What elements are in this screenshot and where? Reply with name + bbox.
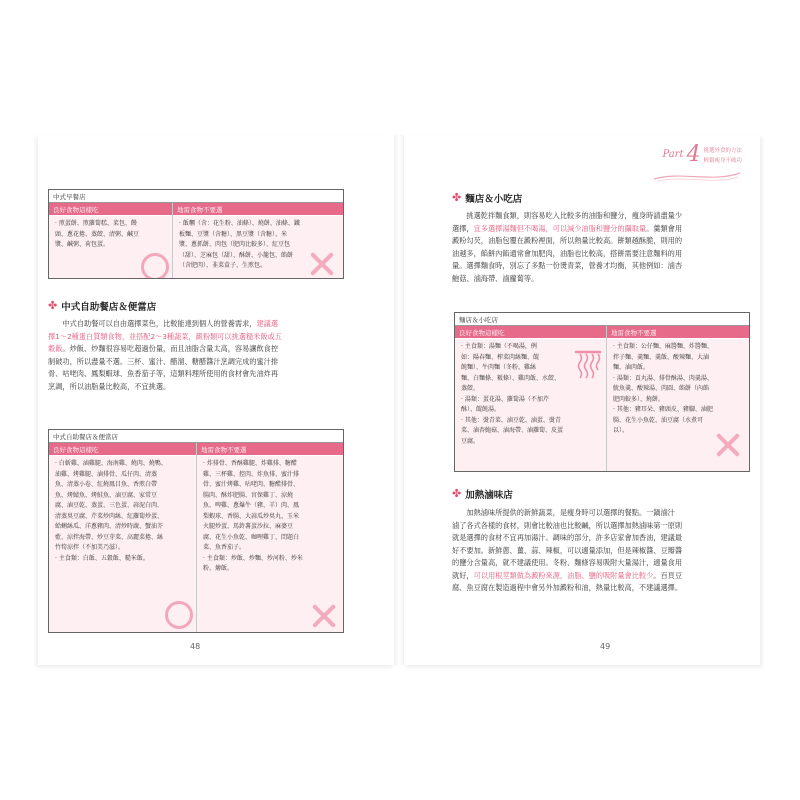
book-gutter [394, 135, 404, 665]
bad-food-list [173, 216, 343, 272]
highlighted-text: 可以用根莖類做為澱粉來源，油脂、鹽的吸附量會比較少 [473, 570, 654, 580]
good-food-header: 良好食物這樣吃 [49, 203, 172, 216]
text-run: 加熱滷味所提供的新鮮蔬菜，是瘦身時可以選擇的餐點。一鍋滷汁 [452, 508, 675, 517]
food-item-line: 豆腐。 [461, 437, 480, 445]
paragraph-line [452, 273, 752, 286]
good-food-header: 良好食物這樣吃 [455, 326, 606, 339]
text-run: 滷了各式各樣的食材，則會比較油也比較鹹，所以選擇加熱滷味第一原則 [452, 520, 683, 530]
food-item-line: ‧ 主食類：炒飯、炒麵、炒河粉、炒米 [203, 554, 303, 562]
food-item-line: 蛤蜊絲瓜、洋蔥豬肉、清炒時蔬、蟹油芥 [55, 523, 164, 530]
circle-ok-icon [141, 253, 169, 278]
food-item-line: 麵、白麵條、粄條）、雞肉飯、水餃、 [461, 374, 561, 382]
food-item-line: ‧ 煎蛋餅、煎蘿蔔糕、菜包、饅 [55, 220, 137, 227]
left-page [38, 135, 394, 665]
page-number: 49 [600, 642, 611, 651]
part-subtitle-1: 挑選外食的方法 [703, 148, 742, 154]
food-item-line: ‧ 湯類：貢丸湯、排骨酥湯、肉羹湯、 [613, 374, 713, 382]
paragraph-line [452, 210, 752, 223]
food-item-line: ‧ 其他：燙青菜、滷豆乾、滷蛋、燙青 [461, 416, 561, 424]
bad-food-header: 地雷食物不要選 [197, 443, 343, 456]
text-run: 鮑菇、滷海帶、滷蘿蔔等。 [452, 273, 539, 283]
text-run: 制破功，所以盡量不選。三杯、蜜汁、醋溜、糖醋醬汁烹調完成的蜜汁排 [48, 356, 279, 366]
food-item-line: 雞、三杯雞、控肉、炸魚排、蜜汁排 [203, 470, 300, 478]
clover-icon: ✤ [452, 487, 462, 500]
bad-food-column [607, 326, 749, 471]
food-item-line: ‧ 其他：豬耳朵、豬頭皮、豬腳、滷肥 [613, 406, 713, 413]
paragraph-line [48, 356, 348, 369]
text-run: 。羹類會用 [646, 223, 683, 233]
text-run: 就是選擇的食材不宜再加湯汁。調味的部分，許多店家會加香油，建議最 [452, 533, 683, 542]
box-title: 中式自助餐店＆便當店 [49, 430, 343, 443]
section-paragraph [452, 507, 752, 595]
paragraph-line [48, 343, 348, 356]
highlighted-text: 宜多選擇湯麵但不喝湯，可以減少油脂和鹽分的攝取量 [473, 223, 647, 233]
good-food-column [49, 443, 197, 632]
food-item-line: 漿、蔥抓餅、肉包（肥肉比較多）、紅豆包 [179, 241, 291, 248]
food-item-line: 魷魚羹、酸辣湯、肉圓、餡餅（內餡 [613, 385, 710, 392]
good-food-list [455, 339, 606, 447]
paragraph-line [452, 582, 752, 595]
good-food-column [49, 203, 173, 278]
text-run: 選擇， [452, 223, 474, 233]
text-run: 的鹽分含量高，就不建議使用。冬粉、麵條容易吸附大量湯汁，適量食用 [452, 558, 683, 567]
good-food-list [49, 456, 196, 564]
food-item-line: 骨、蜜汁烤雞、咕咾肉、糖醋排骨、 [203, 481, 300, 488]
food-item-line: 漿、鹹粥、荷包蛋。 [55, 241, 110, 248]
noodle-shop-box [454, 312, 750, 472]
paragraph-line [48, 331, 348, 344]
text-run: 就好， [452, 570, 474, 580]
part-subtitle-2: 輕鬆瘦身不破功 [703, 158, 742, 164]
food-item-line: 粉、燴飯。 [203, 565, 234, 572]
food-item-line: 梨蝦球、香腸、大蒜瓜炒臭丸、玉米 [203, 512, 300, 520]
bad-food-list [197, 456, 343, 575]
food-item-line: ‧ 飯糰（含：花生粉、油條）、燒餅、油條、鐵 [179, 220, 300, 227]
food-item-line: 菜、滷杏鮑菇、滷海帶、滷蘿蔔、皮蛋 [461, 427, 564, 434]
food-item-line: 如：陽春麵、榨菜肉絲麵、餛 [461, 353, 540, 361]
bad-food-column [173, 203, 343, 278]
food-item-line: 火腿炒蛋、馬鈴薯蛋沙拉、麻婆豆 [203, 523, 294, 530]
food-item-line: 麵、滷肉飯。 [613, 364, 650, 371]
food-item-line: 藍、涼拌海帶、炒豆芽菜、高麗菜捲、絲 [55, 533, 164, 541]
section-heading: ✤ 加熱滷味店 [452, 487, 513, 501]
highlighted-text: 建議選 [256, 319, 279, 328]
text-run: 挑選乾拌麵食類，則容易吃入比較多的油脂和鹽分，瘦身時請盡量少 [452, 211, 683, 220]
food-item-line: 板麵、豆漿（含糖）、黑豆漿（含糖）、米 [179, 230, 288, 238]
food-item-line: 魚、烤鯖魚、烤鮭魚、滷豆腐、家常豆 [55, 491, 158, 499]
swoosh-ornament [652, 169, 742, 183]
box-title: 中式早餐店 [49, 190, 343, 203]
food-item-line: （含肥肉）、韭菜盒子、生煎包。 [179, 262, 267, 269]
food-item-line: （甜）、芝麻包（甜）、酥餅、小籠包、餡餅 [179, 251, 294, 259]
food-item-line: 腐、滷豆乾、蒸蛋、三色蛋、蒜泥白肉、 [55, 502, 164, 509]
paragraph-line [452, 520, 752, 533]
paragraph-line [48, 368, 348, 381]
food-item-line: ‧ 主食類：白飯、五穀飯、糙米飯。 [55, 554, 149, 562]
food-item-line: 酥）、餛飩湯。 [461, 406, 501, 413]
text-run: 油越多，餡餅內餡通常會加肥肉，油脂也比較高，搭餅需要注意麵料的用 [452, 248, 683, 258]
paragraph-line [48, 381, 348, 394]
section-heading: ✤ 中式自助餐店＆便當店 [48, 299, 157, 313]
food-item-line: 飩麵）、牛肉麵（冬粉、雞絲 [461, 364, 537, 371]
food-item-line: 拌子麵、羹麵、羹飯、酸辣麵、大滷 [613, 353, 710, 361]
food-item-line: ‧ 主食類：公仔麵、麻醬麵、炸醬麵、 [613, 343, 713, 350]
text-run: 量。選擇麵食時，別忘了多點一份燙青菜，營養才均衡，其他例如：滷杏 [452, 261, 683, 270]
text-run: 骨、咕咾肉、鳳梨蝦球、魚香茄子等，這類料理所使用的食材會先油炸再 [48, 369, 279, 378]
highlighted-text: 擇1～2種蛋白質類食物，並搭配2～3種蔬菜，澱粉類可以挑選糙米飯或五 [48, 331, 282, 341]
text-run: 烹調，所以油脂量比較高，不宜挑選。 [48, 381, 171, 391]
paragraph-line [452, 223, 752, 236]
food-item-line: ‧ 炸排骨、香酥雞腿、炸雞排、糖醋 [203, 460, 297, 467]
food-item-line: 肥肉較多）、燒餅。 [613, 395, 665, 403]
bad-food-column [197, 443, 343, 632]
food-item-line: 以）。 [613, 427, 629, 434]
paragraph-line [452, 235, 752, 248]
box-title: 麵店＆小吃店 [455, 313, 749, 326]
paragraph-line [452, 570, 752, 583]
food-item-line: ‧ 白斬雞、滷雞腿、海南雞、燒肉、燒鴨、 [55, 460, 167, 467]
breakfast-shop-box [48, 189, 344, 279]
part-label: Part [662, 149, 684, 160]
food-item-line: ‧ 湯類：蛋花湯、蘿蔔湯（不加芹 [461, 395, 549, 403]
paragraph-line [452, 545, 752, 558]
cross-no-icon [311, 603, 337, 629]
good-food-column [455, 326, 607, 471]
food-item-line: 清蒸臭豆腐、芹菜炒肉絲、紅蘿蔔炒蛋、 [55, 512, 164, 520]
paragraph-line [452, 507, 752, 520]
buffet-bento-box [48, 429, 344, 633]
text-run: 。炒飯、炒麵很容易吃超過份量，而且油脂含量太高，容易讓飲食控 [62, 344, 279, 353]
food-item-line: 腐、花生小魚乾、咖哩雞丁、問題白 [203, 533, 300, 541]
paragraph-line [452, 248, 752, 261]
food-item-line: 腸肉、酥炸肥腸、宮保雞丁、涼燒 [203, 491, 294, 499]
text-run: 。百頁豆 [653, 570, 683, 580]
good-food-header: 良好食物這樣吃 [49, 443, 196, 456]
text-run: 中式自助餐可以自由選擇菜色，比較能達到個人的營養需求， [48, 319, 257, 328]
food-item-line: 魚、清蒸小卷、紅燒鳳目魚、香煎白帶 [55, 481, 158, 488]
section-heading: ✤ 麵店＆小吃店 [452, 191, 523, 205]
paragraph-line [452, 260, 752, 273]
food-item-line: 菜、魚香茄子。 [203, 544, 246, 551]
bad-food-header: 地雷食物不要選 [607, 326, 749, 339]
food-item-line: 魚、啤雞、蔥爆牛（豬、羊）肉、鳳 [203, 502, 300, 509]
right-page [404, 135, 760, 665]
food-item-line: 蒸餃。 [461, 385, 480, 392]
circle-ok-icon [165, 601, 193, 629]
section-paragraph [452, 210, 752, 285]
text-run: 腐、魚豆腐在製造過程中會另外加澱粉和油，熱量比較高，不建議選擇。 [452, 583, 683, 592]
food-item-line: 油雞、烤雞腿、滷排骨、瓜仔肉、清蒸 [55, 470, 158, 478]
page-number: 48 [190, 642, 201, 651]
paragraph-line [452, 557, 752, 570]
part-number: 4 [686, 142, 701, 167]
section-paragraph [48, 318, 348, 393]
text-run: 好不要加。新鮮蔥、薑、蒜、辣椒，可以適量添加，但是辣椒醬、豆瓣醬 [452, 545, 683, 555]
food-item-line: 腸、花生小魚乾、油豆腐（水煮可 [613, 416, 704, 424]
food-item-line: ‧ 主食類：湯麵（不喝湯，例 [461, 343, 537, 350]
clover-icon: ✤ [48, 299, 58, 312]
good-food-list [49, 216, 172, 251]
food-item-line: 頭、蔥花捲、蒸餃、清粥、鹹豆 [55, 230, 140, 238]
clover-icon: ✤ [452, 191, 462, 204]
text-run: 澱粉勾芡，油脂包覆在澱粉裡面，所以熱量比較高。餅類越酥脆，則用的 [452, 236, 683, 245]
paragraph-line [452, 532, 752, 545]
paragraph-line [48, 318, 348, 331]
bad-food-list [607, 339, 749, 437]
bad-food-header: 地雷食物不要選 [173, 203, 343, 216]
part-badge [662, 142, 742, 167]
highlighted-text: 穀飯 [48, 344, 63, 353]
food-item-line: 竹筍涼拌（不加美乃滋）。 [55, 544, 125, 551]
